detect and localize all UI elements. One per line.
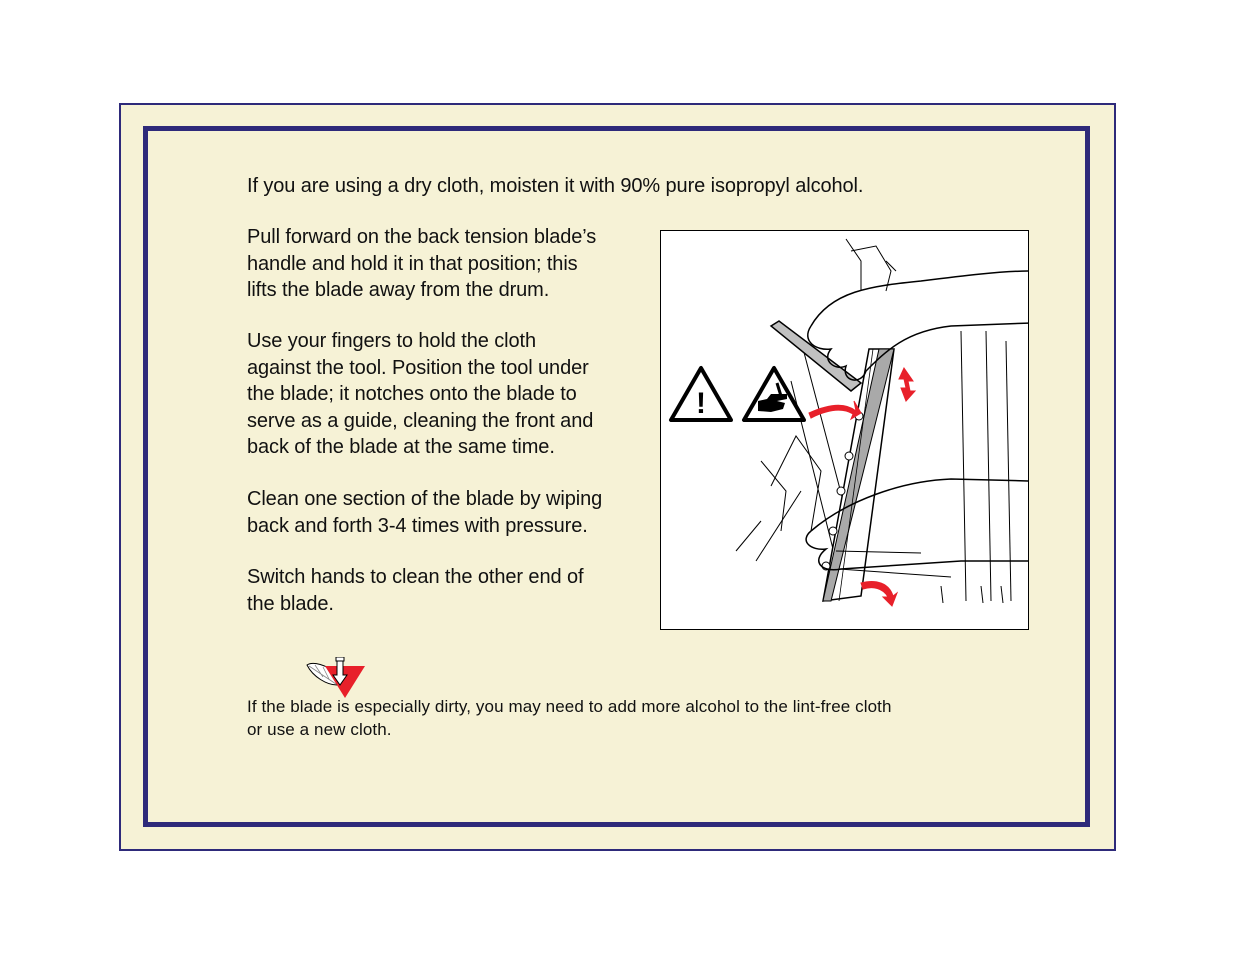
blade-cleaning-drawing — [661, 231, 1029, 630]
caution-warning-icon — [671, 368, 731, 420]
svg-text:!: ! — [696, 387, 706, 420]
hand-pinch-warning-icon — [744, 368, 804, 420]
instruction-2: Pull forward on the back tension blade’s handle and hold it in that position; this lifts the blade away from the drum. — [247, 226, 597, 301]
instruction-4: Clean one section of the blade by wiping back and forth 3-4 times with pressure. — [247, 488, 603, 537]
instruction-3: Use your fingers to hold the cloth against the tool. Position the tool under the blade; it notches onto the blade to serve as a guide, cleaning the front and back of the blade at the same time. — [247, 330, 594, 458]
instruction-1: If you are using a dry cloth, moisten it with 90% pure isopropyl alcohol. — [247, 175, 864, 197]
instruction-5: Switch hands to clean the other end of the blade. — [247, 566, 584, 615]
note-icon — [303, 657, 367, 699]
cleaning-illustration — [660, 230, 1029, 630]
note-text: If the blade is especially dirty, you may need to add more alcohol to the lint-free cloth or use a new cloth. — [247, 697, 892, 739]
